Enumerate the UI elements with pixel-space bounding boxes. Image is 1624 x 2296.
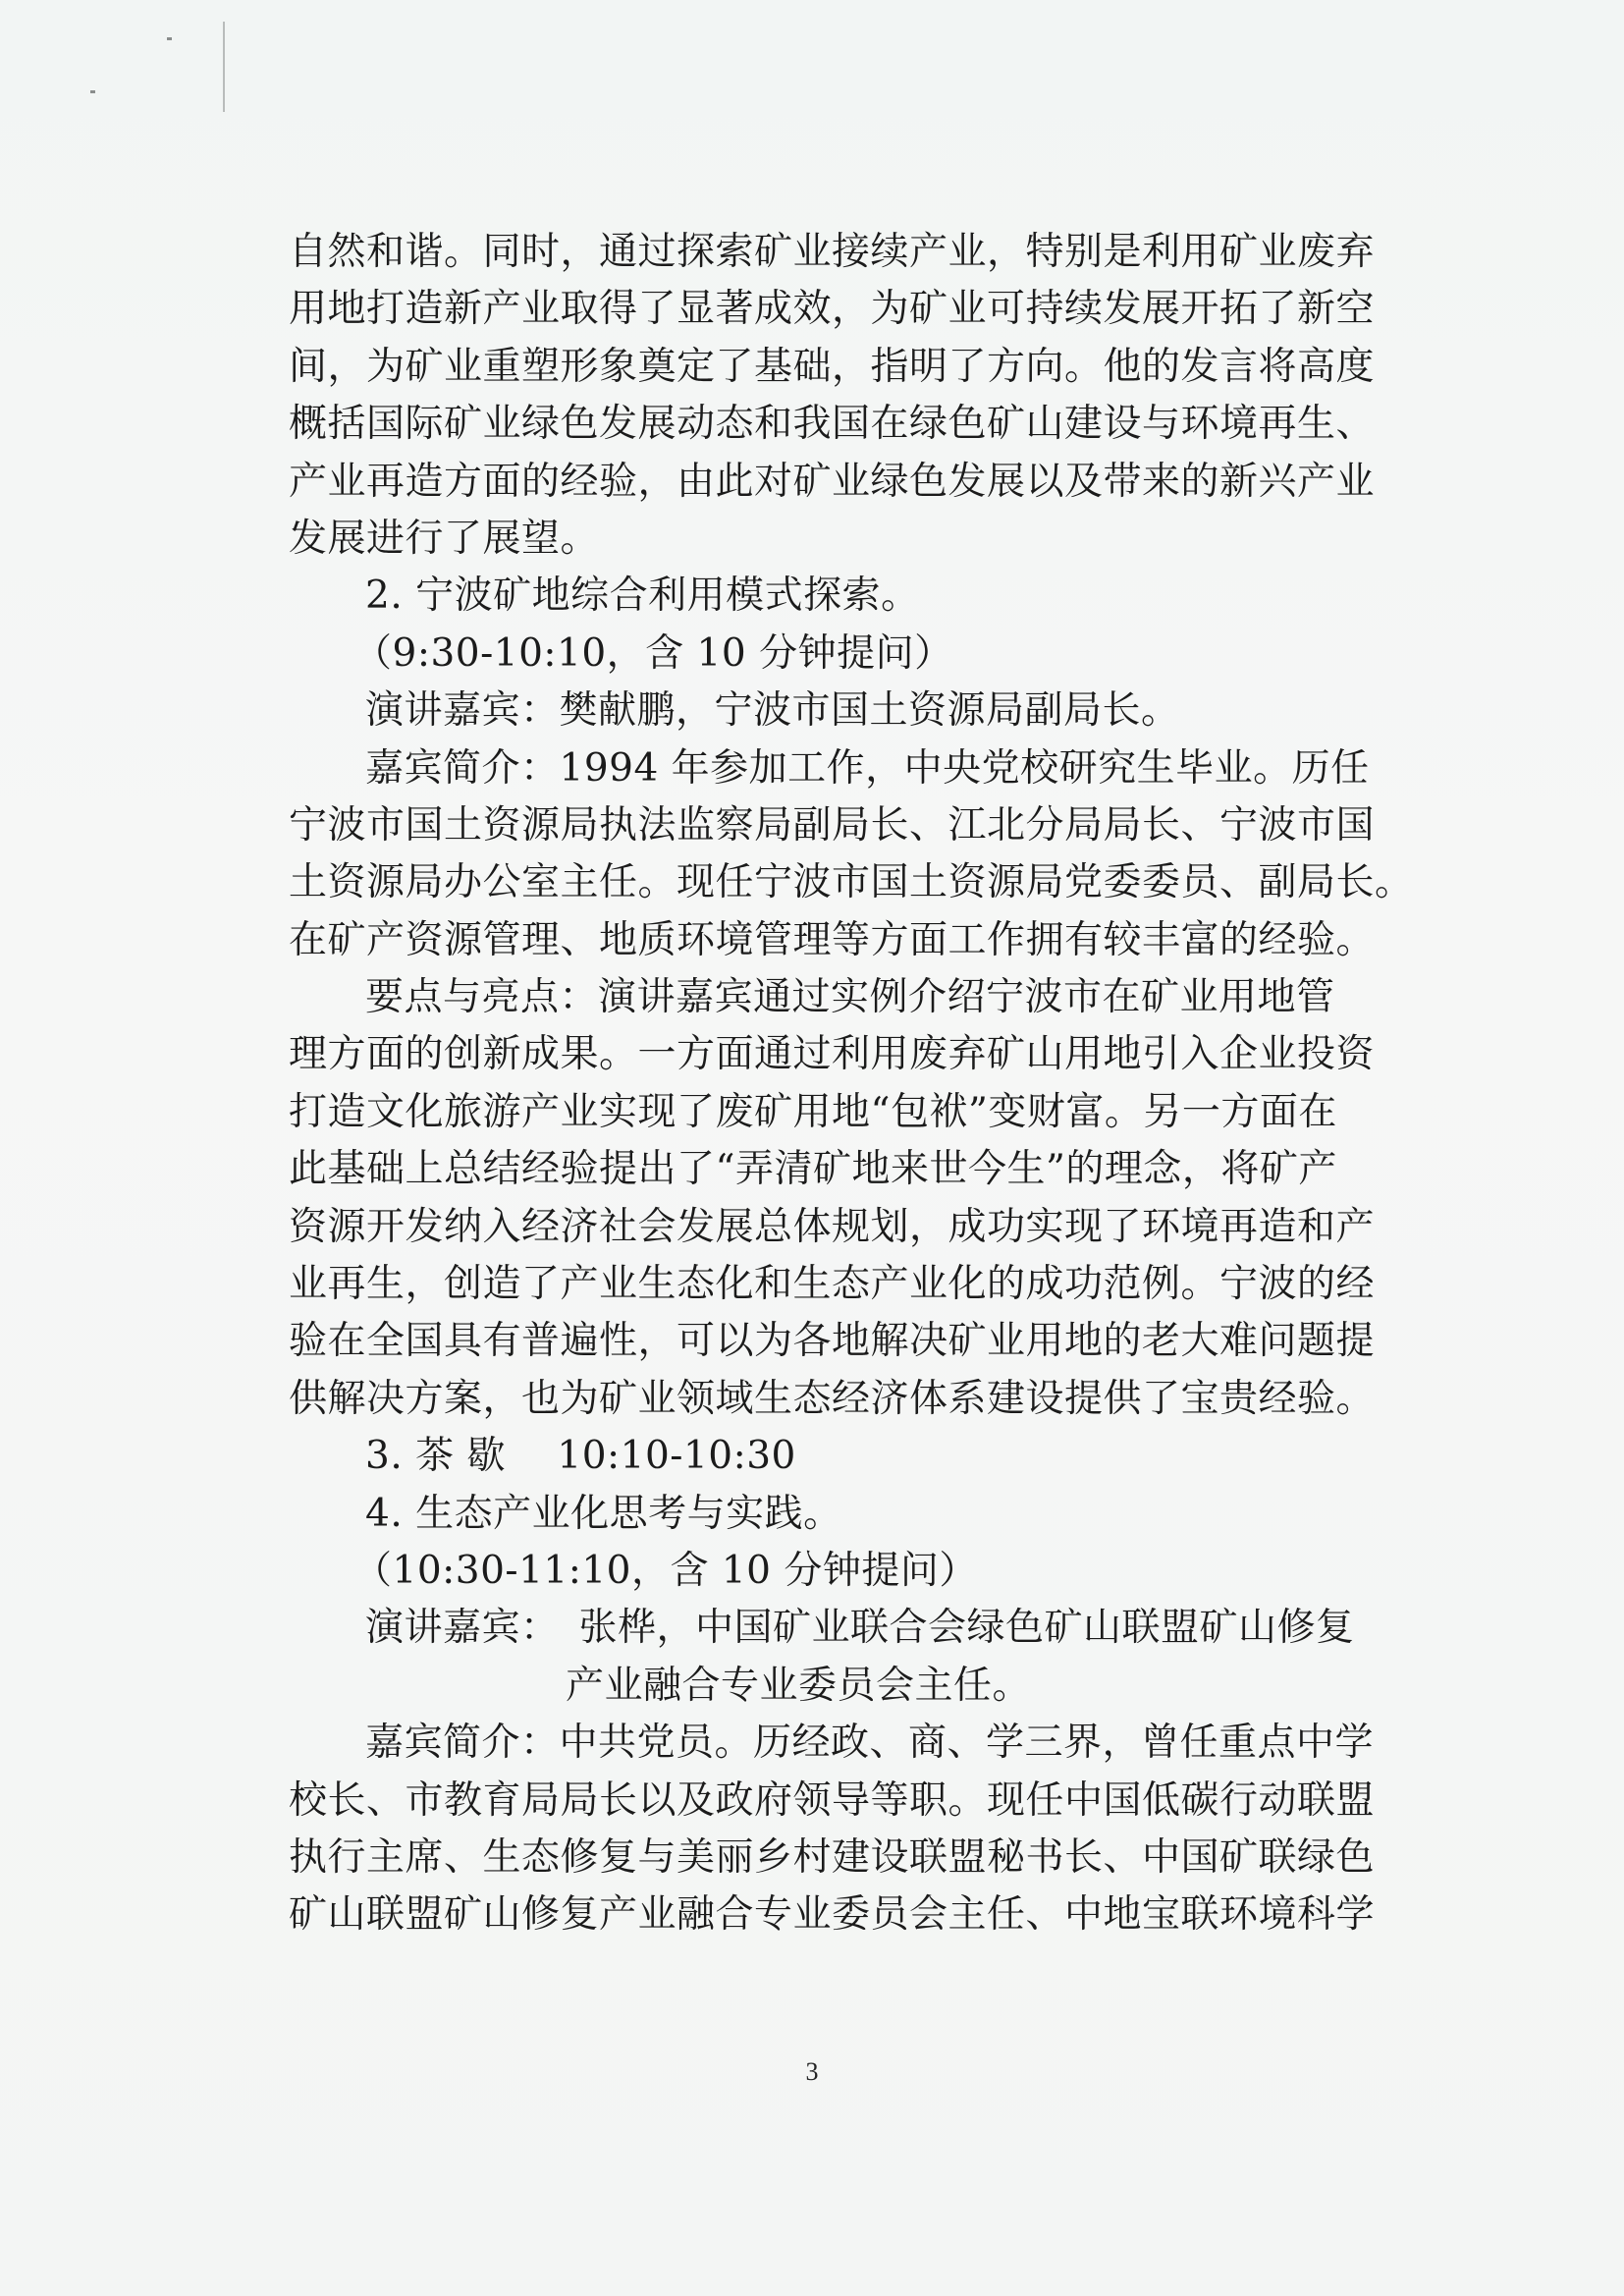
speaker-line: 演讲嘉宾：樊献鹏，宁波市国土资源局副局长。 <box>365 688 1180 734</box>
text-line: 资源开发纳入经济社会发展总体规划，成功实现了环境再造和产 <box>289 1204 1376 1249</box>
speaker-line-continued: 产业融合专业委员会主任。 <box>566 1663 1032 1708</box>
text-line: 概括国际矿业绿色发展动态和我国在绿色矿山建设与环境再生、 <box>289 402 1376 447</box>
text-line: 自然和谐。同时，通过探索矿业接续产业，特别是利用矿业废弃 <box>289 230 1376 274</box>
scan-artifact-dot <box>167 37 172 40</box>
text-line: 矿山联盟矿山修复产业融合专业委员会主任、中地宝联环境科学 <box>289 1892 1376 1938</box>
text-line: 间，为矿业重塑形象奠定了基础，指明了方向。他的发言将高度 <box>289 344 1376 389</box>
speaker-bio-line: 嘉宾简介：中共党员。历经政、商、学三界，曾任重点中学 <box>365 1721 1375 1766</box>
text-line: 验在全国具有普遍性，可以为各地解决矿业用地的老大难问题提 <box>289 1319 1376 1364</box>
text-line: 宁波市国土资源局执法监察局副局长、江北分局局长、宁波市国 <box>289 802 1376 847</box>
session-time: （10:30-11:10，含 10 分钟提问） <box>353 1548 978 1593</box>
text-line: 理方面的创新成果。一方面通过利用废弃矿山用地引入企业投资 <box>289 1032 1376 1077</box>
text-line: 校长、市教育局局长以及政府领导等职。现任中国低碳行动联盟 <box>289 1777 1376 1823</box>
text-line: 土资源局办公室主任。现任宁波市国土资源局党委委员、副局长。 <box>289 860 1414 905</box>
text-line: 在矿产资源管理、地质环境管理等方面工作拥有较丰富的经验。 <box>289 917 1376 962</box>
text-line: 供解决方案，也为矿业领域生态经济体系建设提供了宝贵经验。 <box>289 1376 1376 1421</box>
highlights-line: 要点与亮点：演讲嘉宾通过实例介绍宁波市在矿业用地管 <box>365 975 1335 1020</box>
scan-artifact-dot <box>90 90 95 93</box>
text-line: 执行主席、生态修复与美丽乡村建设联盟秘书长、中国矿联绿色 <box>289 1834 1376 1880</box>
text-line: 此基础上总结经验提出了“弄清矿地来世今生”的理念，将矿产 <box>289 1147 1337 1192</box>
text-line: 用地打造新产业取得了显著成效，为矿业可持续发展开拓了新空 <box>289 287 1376 332</box>
section-heading: 3. 茶 歇 10:10-10:30 <box>365 1434 796 1479</box>
speaker-line: 演讲嘉宾： 张桦，中国矿业联合会绿色矿山联盟矿山修复 <box>365 1606 1355 1651</box>
scan-artifact-line <box>223 22 225 112</box>
text-line: 产业再造方面的经验，由此对矿业绿色发展以及带来的新兴产业 <box>289 459 1376 504</box>
text-line: 业再生，创造了产业生态化和生态产业化的成功范例。宁波的经 <box>289 1262 1376 1307</box>
section-heading: 2. 宁波矿地综合利用模式探索。 <box>365 574 920 619</box>
body-text <box>289 224 1414 1944</box>
text-line: 打造文化旅游产业实现了废矿用地“包袱”变财富。另一方面在 <box>289 1089 1337 1134</box>
text-line: 发展进行了展望。 <box>289 516 600 561</box>
speaker-bio-line: 嘉宾简介：1994 年参加工作，中央党校研究生毕业。历任 <box>365 745 1370 791</box>
page-number: 3 <box>805 2057 819 2086</box>
section-heading: 4. 生态产业化思考与实践。 <box>365 1491 842 1536</box>
session-time: （9:30-10:10，含 10 分钟提问） <box>353 630 953 676</box>
